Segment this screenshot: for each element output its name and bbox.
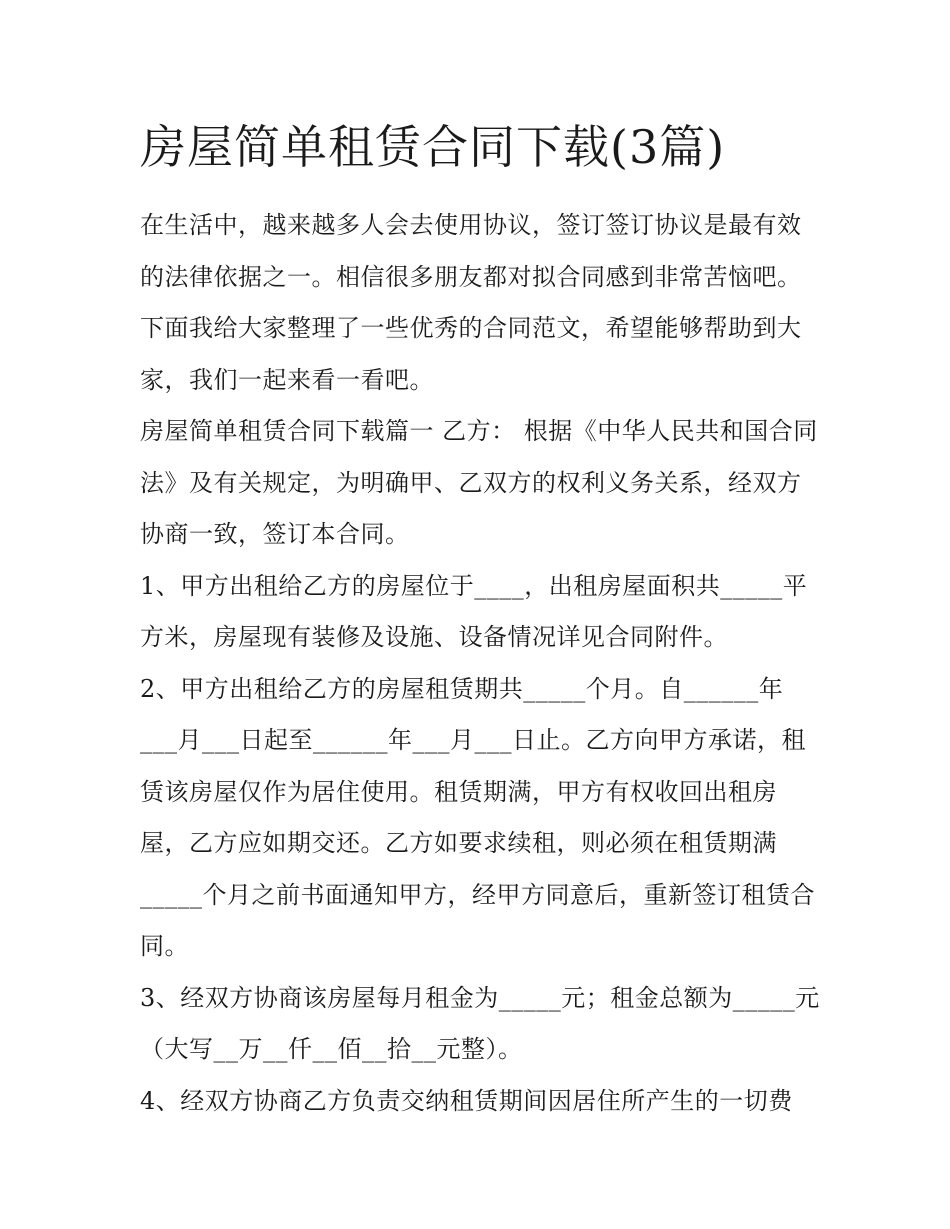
clause-1: 1、甲方出租给乙方的房屋位于____，出租房屋面积共_____平方米，房屋现有装修及设施、设备情况详见合同附件。 [140,571,808,651]
document-title: 房屋简单租赁合同下载(3篇) [140,120,726,174]
paragraph-intro: 在生活中，越来越多人会去使用协议，签订签订协议是最有效的法律依据之一。相信很多朋友都对拟合同感到非常苦恼吧。下面我给大家整理了一些优秀的合同范文，希望能够帮助到大家，我们一起来看一看吧。 [140,211,802,394]
clause-4: 4、经双方协商乙方负责交纳租赁期间因居住所产生的一切费 [140,1086,793,1115]
clause-2: 2、甲方出租给乙方的房屋租赁期共_____个月。自______年___月___日起至______年___月___日止。乙方向甲方承诺，租赁该房屋仅作为居住使用。租赁期满，甲方有权收回出租房屋，乙方应如期交还。乙方如要求续租，则必须在租赁期满_____个月之前书面通知甲方，经甲方同意后，重新签订租赁合同。 [140,674,815,960]
clause-3: 3、经双方协商该房屋每月租金为_____元；租金总额为_____元（大写__万__仟__佰__拾__元整）。 [140,983,820,1063]
document-page [140,112,820,1127]
paragraph-contract-opening: 房屋简单租赁合同下载篇一 乙方： 根据《中华人民共和国合同法》及有关规定，为明确甲、乙双方的权利义务关系，经双方协商一致，签订本合同。 [140,417,818,548]
